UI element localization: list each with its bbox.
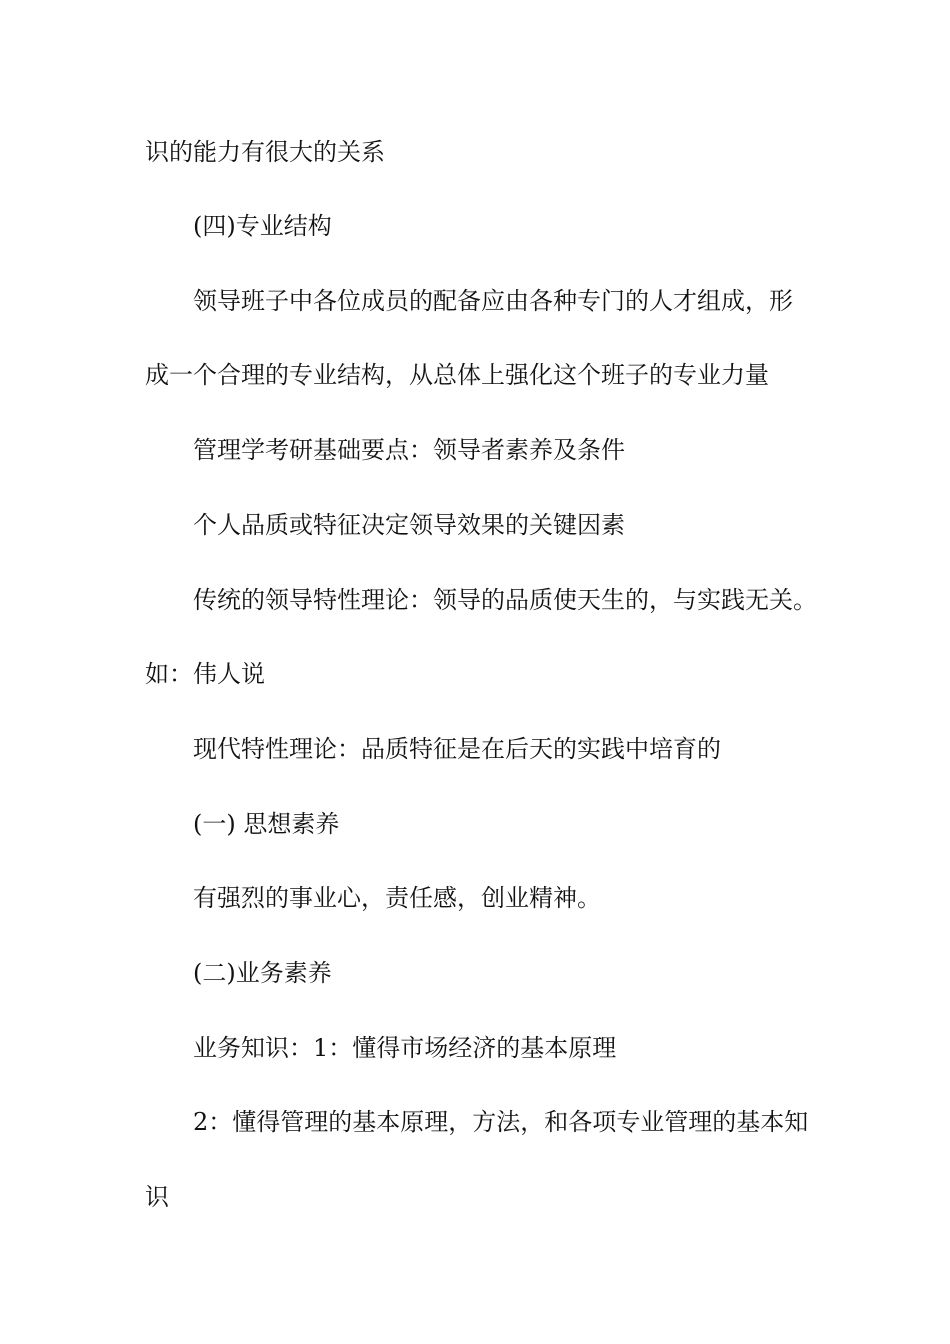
text-line-14: 2：懂得管理的基本原理，方法，和各项专业管理的基本知	[193, 1108, 809, 1136]
text-line-15: 识	[145, 1183, 169, 1211]
section-heading-2: (二)业务素养	[193, 959, 332, 987]
text-line-9: 现代特性理论：品质特征是在后天的实践中培育的	[193, 735, 721, 763]
text-line-6: 个人品质或特征决定领导效果的关键因素	[193, 511, 625, 539]
section-heading-4: (四)专业结构	[193, 212, 332, 240]
text-line-13: 业务知识：1：懂得市场经济的基本原理	[193, 1034, 617, 1062]
topic-title: 管理学考研基础要点：领导者素养及条件	[193, 436, 625, 464]
text-line-11: 有强烈的事业心，责任感，创业精神。	[193, 884, 601, 912]
text-line-8: 如：伟人说	[145, 660, 265, 688]
text-line-3: 领导班子中各位成员的配备应由各种专门的人才组成，形	[193, 287, 793, 315]
section-heading-1: (一) 思想素养	[193, 810, 340, 838]
text-line-7: 传统的领导特性理论：领导的品质使天生的，与实践无关。	[193, 586, 817, 614]
text-line-4: 成一个合理的专业结构，从总体上强化这个班子的专业力量	[145, 361, 769, 389]
text-line-1: 识的能力有很大的关系	[145, 138, 385, 166]
